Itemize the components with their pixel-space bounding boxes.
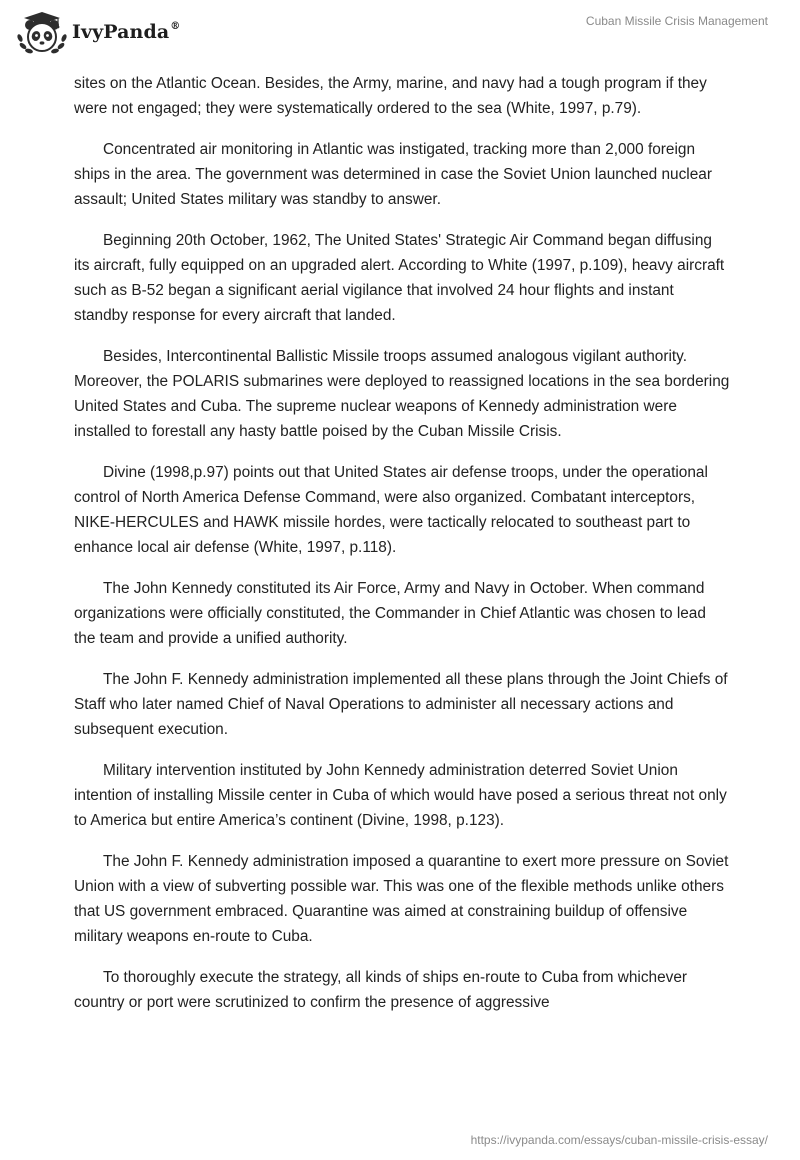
source-url-link[interactable]: https://ivypanda.com/essays/cuban-missile-crisis-essay/ <box>470 1133 768 1147</box>
panda-graduate-icon <box>14 8 70 56</box>
paragraph: The John F. Kennedy administration implemented all these plans through the Joint Chiefs of Staff who later named Chief of Naval Operations to administer all necessary actions and subsequent execution. <box>74 671 728 738</box>
paragraph: Concentrated air monitoring in Atlantic was instigated, tracking more than 2,000 foreign ships in the area. The government was determined in case the Soviet Union launched nuclear assault; United States military was standby to answer. <box>74 141 712 208</box>
paragraph: The John F. Kennedy administration imposed a quarantine to exert more pressure on Soviet Union with a view of subverting possible war. This was one of the flexible methods unlike others that US government embraced. Quarantine was aimed at constraining buildup of offensive military weapons en-route to Cuba. <box>74 853 729 945</box>
paragraph: Beginning 20th October, 1962, The United States' Strategic Air Command began diffusing its aircraft, fully equipped on an upgraded alert. According to White (1997, p.109), heavy aircraft such as B-52 began a significant aerial vigilance that involved 24 hour flights and instant standby response for every aircraft that landed. <box>74 232 725 324</box>
trademark-symbol: ® <box>170 20 181 32</box>
document-title: Cuban Missile Crisis Management <box>585 14 768 28</box>
brand-name: IvyPanda® <box>72 20 181 43</box>
paragraph: sites on the Atlantic Ocean. Besides, the Army, marine, and navy had a tough program if they were not engaged; they were systematically ordered to the sea (White, 1997, p.79). <box>74 75 707 117</box>
paragraph: To thoroughly execute the strategy, all kinds of ships en-route to Cuba from whichever country or port were scrutinized to confirm the presence of aggressive <box>74 969 688 1011</box>
essay-body <box>74 71 730 1031</box>
page-header <box>0 0 800 70</box>
paragraph: Besides, Intercontinental Ballistic Missile troops assumed analogous vigilant authority. Moreover, the POLARIS submarines were deployed to reassigned locations in the sea bordering United States and Cuba. The supreme nuclear weapons of Kennedy administration were installed to forestall any hasty battle poised by the Cuban Missile Crisis. <box>74 348 730 440</box>
paragraph: The John Kennedy constituted its Air Force, Army and Navy in October. When command organizations were officially constituted, the Commander in Chief Atlantic was chosen to lead the team and provide a unified authority. <box>74 580 706 647</box>
paragraph: Military intervention instituted by John Kennedy administration deterred Soviet Union intention of installing Missile center in Cuba of which would have posed a serious threat not only to America but entire America’s continent (Divine, 1998, p.123). <box>74 762 727 829</box>
paragraph: Divine (1998,p.97) points out that United States air defense troops, under the operational control of North America Defense Command, were also organized. Combatant interceptors, NIKE-HERCULES and HAWK missile hordes, were tactically relocated to southeast part to enhance local air defense (White, 1997, p.118). <box>74 464 708 556</box>
ivypanda-logo[interactable] <box>14 8 180 56</box>
